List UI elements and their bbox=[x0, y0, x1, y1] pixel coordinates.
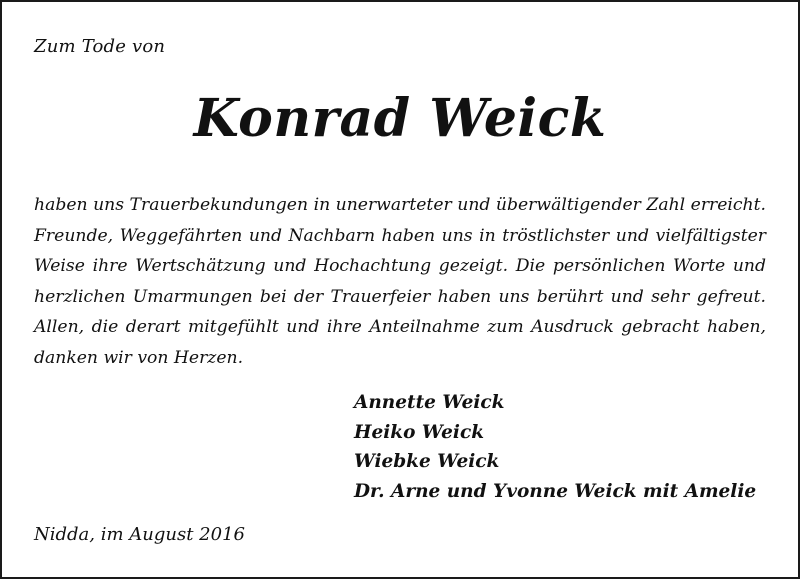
body-line: Allen, die derart mitgefühlt und ihre Anteilnahme zum Ausdruck gebracht haben, bbox=[34, 317, 766, 337]
body-line: herzlichen Umarmungen bei der Trauerfeier haben uns berührt und sehr gefreut. bbox=[34, 286, 766, 307]
place-and-date: Nidda, im August 2016 bbox=[34, 524, 245, 545]
body-line: danken wir von Herzen. bbox=[34, 347, 244, 368]
body-line: haben uns Trauerbekundungen in unerwarteter und überwältigender Zahl erreicht. bbox=[34, 195, 766, 215]
deceased-name: Konrad Weick bbox=[193, 88, 607, 149]
body-line: Freunde, Weggefährten und Nachbarn haben uns in tröstlichster und vielfältigster bbox=[34, 225, 766, 246]
intro-text: Zum Tode von bbox=[34, 36, 166, 57]
body-line: Weise ihre Wertschätzung und Hochachtung gezeigt. Die persönlichen Worte und bbox=[34, 256, 766, 276]
signatures bbox=[354, 388, 756, 506]
signature-name: Dr. Arne und Yvonne Weick mit Amelie bbox=[354, 480, 757, 502]
signature-name: Wiebke Weick bbox=[354, 451, 500, 472]
thank-you-text bbox=[34, 190, 766, 373]
signature-name: Annette Weick bbox=[354, 392, 505, 413]
signature-name: Heiko Weick bbox=[354, 421, 485, 443]
